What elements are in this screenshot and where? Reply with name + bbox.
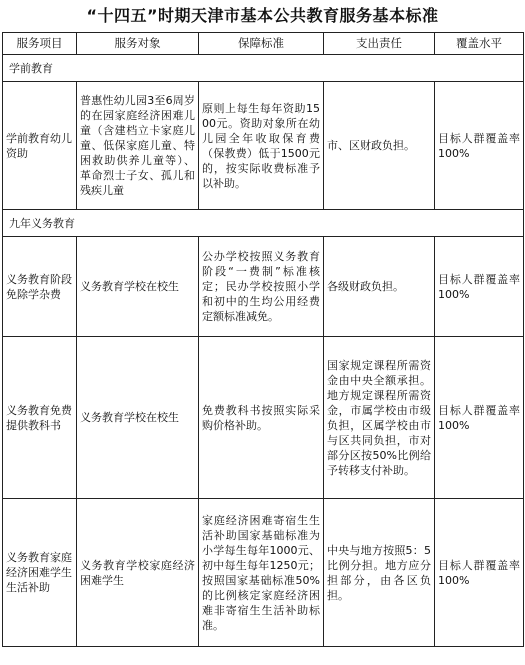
cell-responsibility: 中央与地方按照5：5比例分担。地方应分担部分，由各区负担。 xyxy=(324,499,435,647)
header-coverage: 覆盖水平 xyxy=(435,33,524,55)
cell-standard: 公办学校按照义务教育阶段“一费制”标准核定；民办学校按照小学和初中的生均公用经费定额标准减免。 xyxy=(199,237,324,337)
cell-target: 普惠性幼儿园3至6周岁的在园家庭经济困难儿童（含建档立卡家庭儿童、低保家庭儿童、特困救助供养儿童等）、革命烈士子女、孤儿和残疾儿童 xyxy=(77,82,199,210)
table-row xyxy=(3,337,524,499)
cell-responsibility: 各级财政负担。 xyxy=(324,237,435,337)
header-target: 服务对象 xyxy=(77,33,199,55)
cell-coverage: 目标人群覆盖率100% xyxy=(435,82,524,210)
header-responsibility: 支出责任 xyxy=(324,33,435,55)
cell-item: 义务教育免费提供教科书 xyxy=(3,337,77,499)
document-title: “十四五”时期天津市基本公共教育服务基本标准 xyxy=(86,6,439,25)
cell-coverage: 目标人群覆盖率100% xyxy=(435,237,524,337)
cell-item: 学前教育幼儿资助 xyxy=(3,82,77,210)
cell-target: 义务教育学校家庭经济困难学生 xyxy=(77,499,199,647)
section-title: 九年义务教育 xyxy=(3,210,524,237)
section-row-preschool xyxy=(3,55,524,82)
cell-target: 义务教育学校在校生 xyxy=(77,337,199,499)
cell-item: 义务教育阶段免除学杂费 xyxy=(3,237,77,337)
cell-target: 义务教育学校在校生 xyxy=(77,237,199,337)
table-row xyxy=(3,499,524,647)
section-title: 学前教育 xyxy=(3,55,524,82)
cell-responsibility: 市、区财政负担。 xyxy=(324,82,435,210)
cell-coverage: 目标人群覆盖率100% xyxy=(435,499,524,647)
cell-standard: 家庭经济困难寄宿生生活补助国家基础标准为小学每生每年1000元、初中每生每年1250元；按照国家基础标准50%的比例核定家庭经济困难非寄宿生生活补助标准。 xyxy=(199,499,324,647)
header-item: 服务项目 xyxy=(3,33,77,55)
section-row-compulsory xyxy=(3,210,524,237)
header-standard: 保障标准 xyxy=(199,33,324,55)
cell-coverage: 目标人群覆盖率100% xyxy=(435,337,524,499)
standards-table xyxy=(2,32,524,647)
cell-item: 义务教育家庭经济困难学生生活补助 xyxy=(3,499,77,647)
table-row xyxy=(3,237,524,337)
cell-responsibility: 国家规定课程所需资金由中央全额承担。地方规定课程所需资金，市属学校由市级负担，区属学校由市与区共同负担，市对部分区按50%比例给予转移支付补助。 xyxy=(324,337,435,499)
cell-standard: 免费教科书按照实际采购价格补助。 xyxy=(199,337,324,499)
table-row xyxy=(3,82,524,210)
cell-standard: 原则上每生每年资助1500元。资助对象所在幼儿园全年收取保育费（保教费）低于1500元的，按实际收费标准予以补助。 xyxy=(199,82,324,210)
header-row xyxy=(3,33,524,55)
